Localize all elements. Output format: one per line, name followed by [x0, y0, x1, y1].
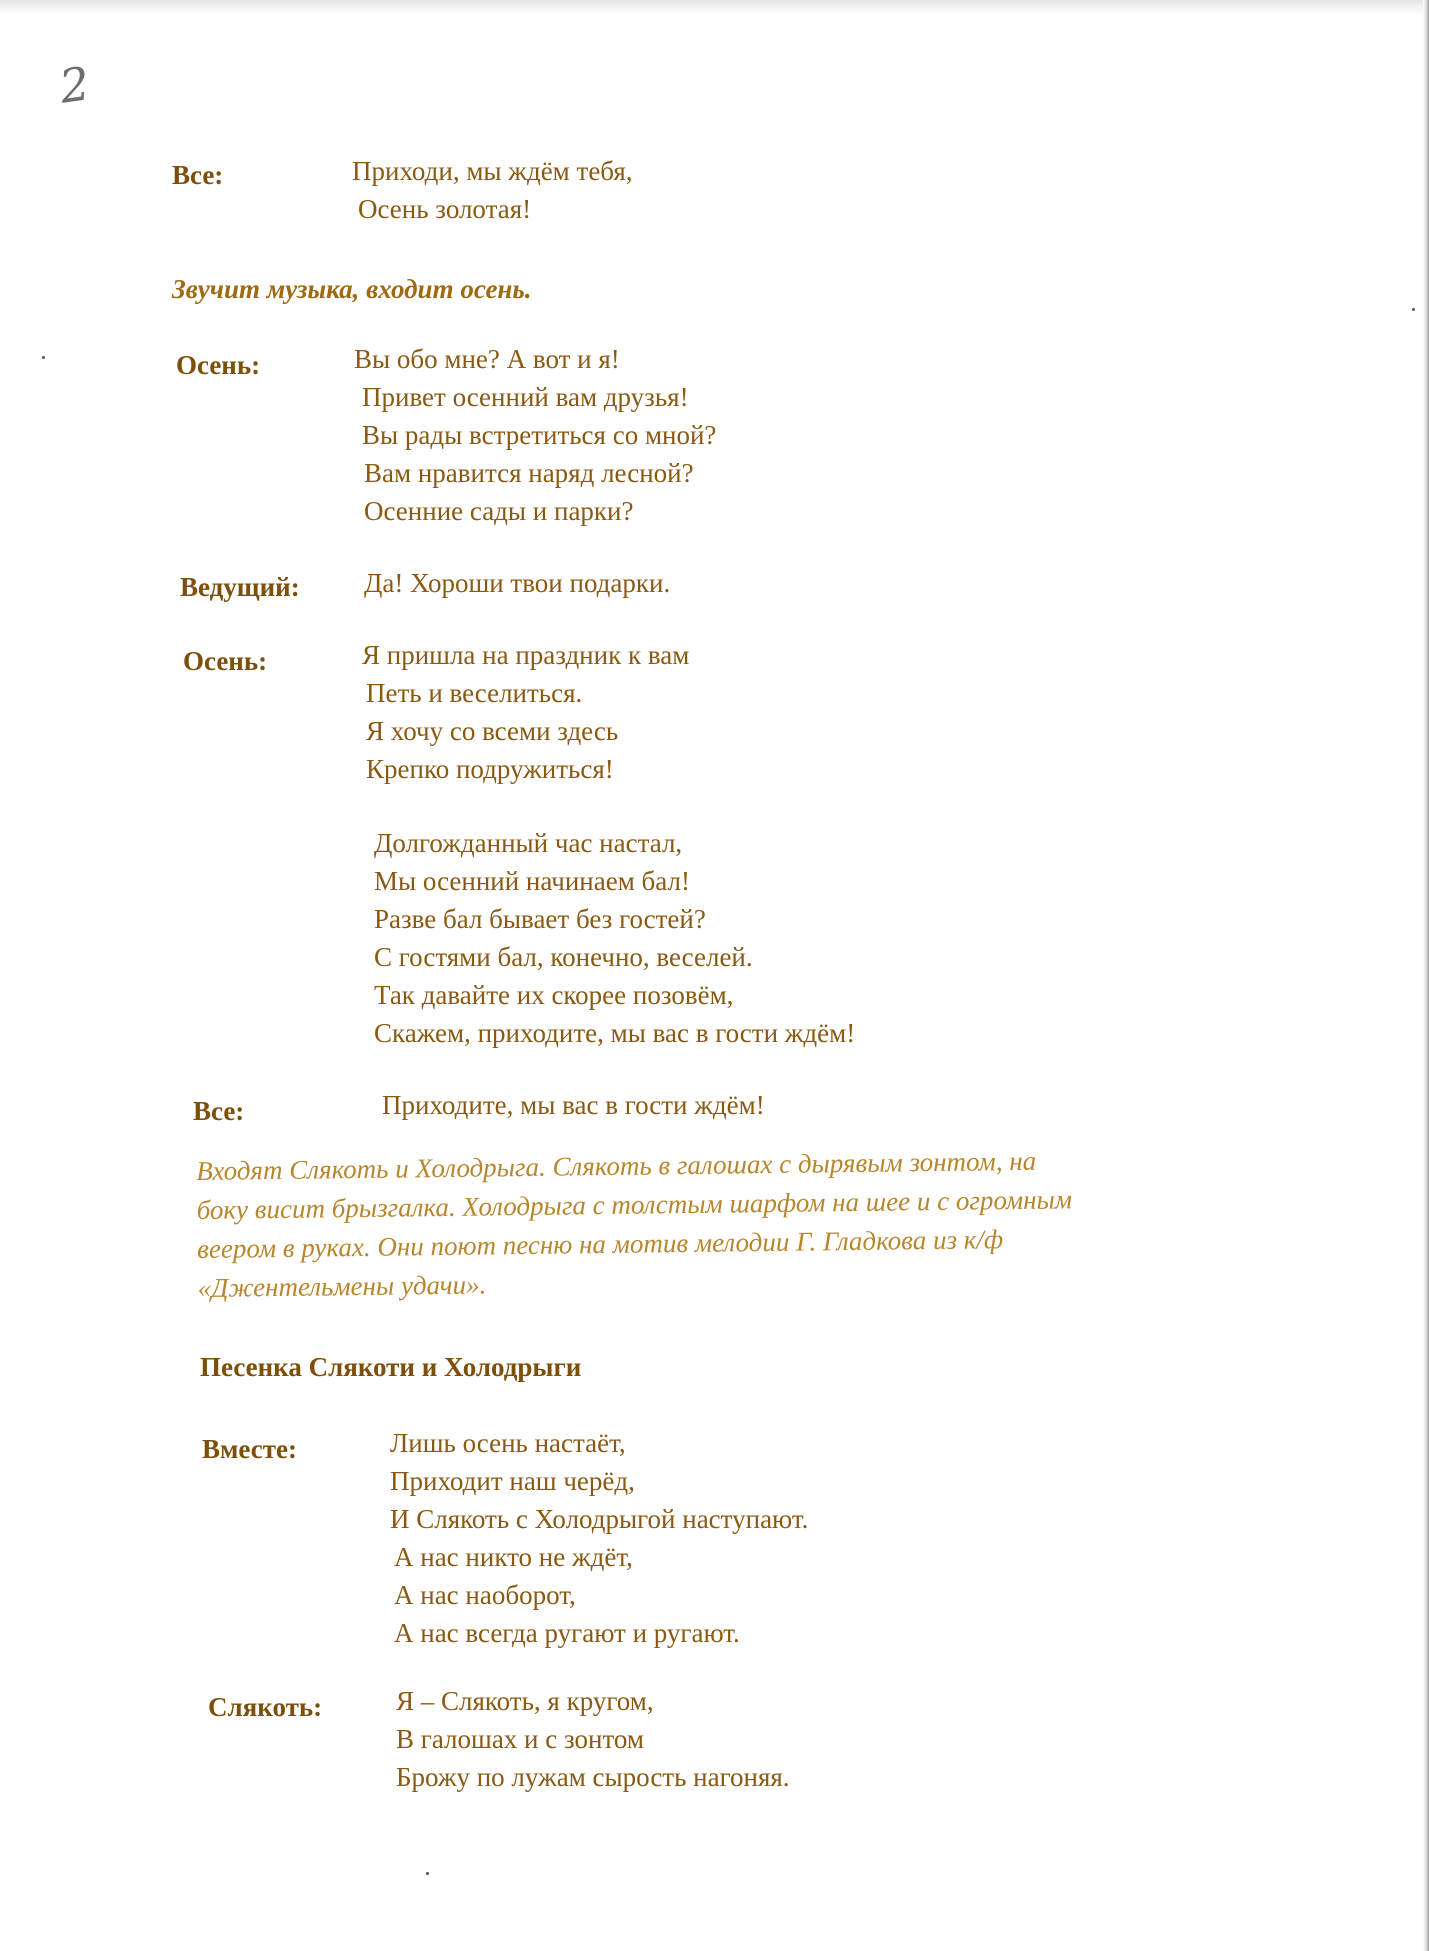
- speaker-label: Все:: [172, 160, 224, 190]
- direction-line: Звучит музыка, входит осень.: [172, 274, 532, 304]
- verse-line: Разве бал бывает без гостей?: [374, 904, 706, 934]
- verse-line: Вы рады встретиться со мной?: [362, 420, 717, 450]
- speaker-label: Осень:: [183, 646, 268, 676]
- verse-line: Лишь осень настаёт,: [390, 1428, 626, 1458]
- verse-lines: [362, 636, 689, 788]
- verse-line: А нас никто не ждёт,: [394, 1542, 633, 1572]
- verse-line: Приходи, мы ждём тебя,: [352, 156, 633, 186]
- verse-line: Так давайте их скорее позовём,: [374, 980, 734, 1010]
- scan-right-edge: [1423, 0, 1429, 1951]
- speaker-label: Осень:: [176, 350, 261, 380]
- verse-line: В галошах и с зонтом: [396, 1724, 644, 1754]
- verse-line: Да! Хороши твои подарки.: [364, 568, 671, 598]
- verse-lines: [352, 152, 633, 228]
- stage-direction: [196, 1141, 1073, 1308]
- verse-lines: [382, 1086, 765, 1124]
- scan-speck: [1412, 308, 1415, 311]
- direction-line: веером в руках. Они поют песню на мотив мелодии Г. Гладкова из к/ф: [197, 1224, 1004, 1264]
- verse-line: Вам нравится наряд лесной?: [364, 458, 694, 488]
- direction-line: «Джентельмены удачи».: [197, 1269, 487, 1303]
- verse-line: А нас всегда ругают и ругают.: [394, 1618, 740, 1648]
- verse-line: Петь и веселиться.: [366, 678, 583, 708]
- scan-top-shade: [0, 0, 1429, 14]
- scan-speck: [426, 1872, 429, 1875]
- stage-direction: [172, 270, 532, 309]
- verse-line: Брожу по лужам сырость нагоняя.: [396, 1762, 790, 1792]
- verse-line: Я – Слякоть, я кругом,: [396, 1686, 654, 1716]
- verse-lines: [354, 340, 716, 530]
- handwritten-page-number: 2: [56, 56, 93, 114]
- verse-line: Скажем, приходите, мы вас в гости ждём!: [374, 1018, 856, 1048]
- verse-line: Долгожданный час настал,: [374, 828, 683, 858]
- speaker-label: Все:: [193, 1096, 245, 1126]
- scan-speck: [42, 356, 45, 359]
- verse-line: Я пришла на праздник к вам: [362, 640, 690, 670]
- verse-lines: [364, 564, 670, 602]
- verse-line: Приходите, мы вас в гости ждём!: [382, 1090, 765, 1120]
- verse-line: И Слякоть с Холодрыгой наступают.: [390, 1504, 809, 1534]
- verse-line: Приходит наш черёд,: [390, 1466, 635, 1496]
- speaker-label: Слякоть:: [208, 1692, 323, 1722]
- verse-line: Вы обо мне? А вот и я!: [354, 344, 620, 374]
- verse-lines: [390, 1424, 808, 1652]
- verse-line: Крепко подружиться!: [366, 754, 614, 784]
- speaker-label: Вместе:: [202, 1434, 297, 1464]
- speaker-label: Ведущий:: [180, 572, 300, 602]
- verse-line: С гостями бал, конечно, веселей.: [374, 942, 753, 972]
- verse-lines: [374, 824, 855, 1052]
- verse-line: Осенние сады и парки?: [364, 496, 634, 526]
- song-title: Песенка Слякоти и Холодрыги: [200, 1352, 582, 1382]
- verse-line: Привет осенний вам друзья!: [362, 382, 689, 412]
- verse-line: Я хочу со всеми здесь: [366, 716, 619, 746]
- verse-line: Осень золотая!: [358, 194, 532, 224]
- verse-lines: [396, 1682, 790, 1796]
- verse-line: А нас наоборот,: [394, 1580, 576, 1610]
- direction-line: Входят Слякоть и Холодрыга. Слякоть в галошах с дырявым зонтом, на: [196, 1145, 1037, 1186]
- verse-line: Мы осенний начинаем бал!: [374, 866, 690, 896]
- direction-line: боку висит брызгалка. Холодрыга с толстым шарфом на шее и с огромным: [196, 1184, 1073, 1225]
